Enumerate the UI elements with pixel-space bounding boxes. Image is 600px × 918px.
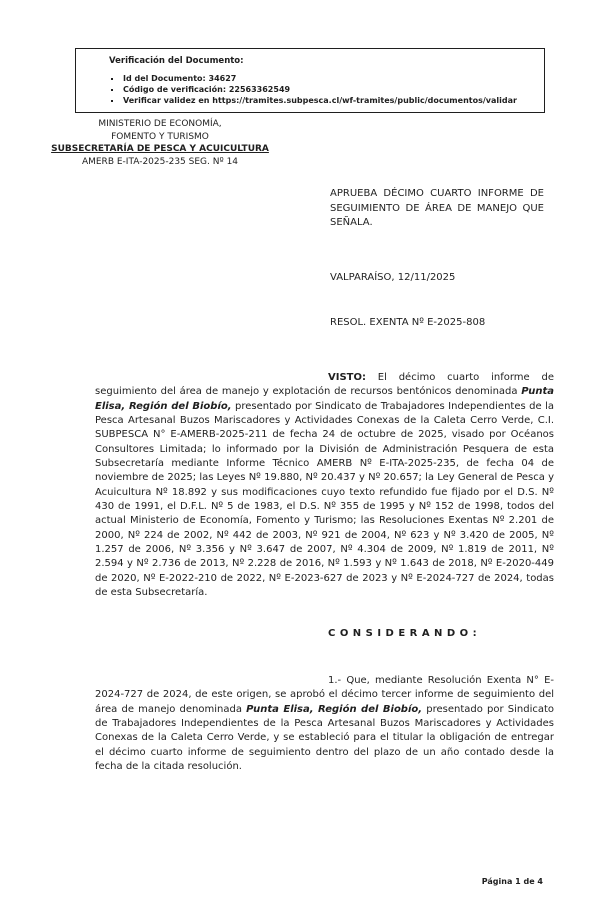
verification-item-code: ▪ Código de verificación: 22563362549 — [122, 85, 544, 96]
ministry-line-1: MINISTERIO DE ECONOMÍA, — [98, 119, 222, 129]
ministry-line-2: FOMENTO Y TURISMO — [111, 131, 209, 142]
verification-item-document-id: ▪ Id del Documento: 34627 — [122, 74, 544, 85]
considerando-item-1 — [95, 674, 554, 774]
visto-paragraph — [95, 371, 554, 601]
subsecretaria-line: SUBSECRETARÍA DE PESCA Y ACUICULTURA — [51, 144, 269, 155]
amerb-name-emphasis: Punta Elisa, Región del Biobío, — [95, 386, 554, 412]
verification-title: Verificación del Documento: — [109, 56, 244, 66]
visto-text-after: presentado por Sindicato de Trabajadores Independientes de la Pesca Artesanal Buzos Mariscadores y Actividades Conexas de la Caleta Cerro Verde, C.I. SUBPESCA N° E-AMERB-2025-211 de fecha 24 de octubre de 2025, visado por Océanos Consultores Limitada; lo informado por la División de Administración Pesquera de esta Subsecretaría mediante Informe Técnico AMERB Nº E-ITA-2025-235, de fecha 04 de noviembre de 2025; las Leyes Nº 19.880, Nº 20.437 y Nº 20.657; la Ley General de Pesca y Acuicultura Nº 18.892 y sus modificaciones cuyo texto refundido fue fijado por el D.S. Nº 430 de 1991, el D.F.L. Nº 5 de 1983, el D.S. Nº 355 de 1995 y Nº 152 de 1998, todos del actual Ministerio de Economía, Fomento y Turismo; las Resoluciones Exentas Nº 2.201 de 2000, Nº 224 de 2002, Nº 442 de 2003, Nº 921 de 2004, Nº 623 y Nº 3.420 de 2005, Nº 1.257 de 2006, Nº 3.356 y Nº 3.647 de 2007, Nº 4.304 de 2009, Nº 1.819 de 2011, Nº 2.594 y Nº 2.736 de 2013, Nº 2.228 de 2016, Nº 1.593 y Nº 1.643 de 2018, Nº E-2020-449 de 2020, Nº E-2022-210 de 2022, Nº E-2023-627 de 2023 y Nº E-2024-727 de 2024, todas de esta Subsecretaría. — [95, 400, 554, 599]
considerando-heading: C O N S I D E R A N D O : — [328, 627, 478, 639]
considerando-1-text-after: presentado por Sindicato de Trabajadores Independientes de la Pesca Artesanal Buzos Mariscadores y Actividades Conexas de la Caleta Cerro Verde, y se estableció para el titular la obligación de entregar el décimo cuarto informe de seguimiento dentro del plazo de un año contado desde la fecha de la citada resolución. — [95, 703, 555, 772]
resolution-number: RESOL. EXENTA Nº E-2025-808 — [330, 317, 486, 328]
amerb-name-emphasis-2: Punta Elisa, Región del Biobío, — [246, 703, 423, 715]
document-body — [95, 371, 554, 774]
amerb-reference-line: AMERB E-ITA-2025-235 SEG. Nº 14 — [81, 156, 239, 167]
document-subject: APRUEBA DÉCIMO CUARTO INFORME DE SEGUIMIENTO DE ÁREA DE MANEJO QUE SEÑALA. — [330, 188, 544, 228]
page-indicator: Página 1 de 4 — [481, 877, 543, 886]
place-date: VALPARAÍSO, 12/11/2025 — [330, 272, 456, 283]
visto-text-before: El décimo cuarto informe de seguimiento del área de manejo y explotación de recursos bentónicos denominada — [95, 372, 554, 398]
visto-label: VISTO: — [328, 372, 366, 383]
letterhead — [28, 118, 292, 168]
verification-list — [76, 74, 544, 106]
verification-box — [75, 48, 545, 113]
verification-item-url: ▪ Verificar validez en https://tramites.subpesca.cl/wf-tramites/public/documentos/validar — [122, 96, 544, 107]
considerando-1-text-before: 1.- Que, mediante Resolución Exenta N° E-2024-727 de 2024, de este origen, se aprobó el décimo tercer informe de seguimiento del área de manejo denominada — [95, 674, 554, 715]
